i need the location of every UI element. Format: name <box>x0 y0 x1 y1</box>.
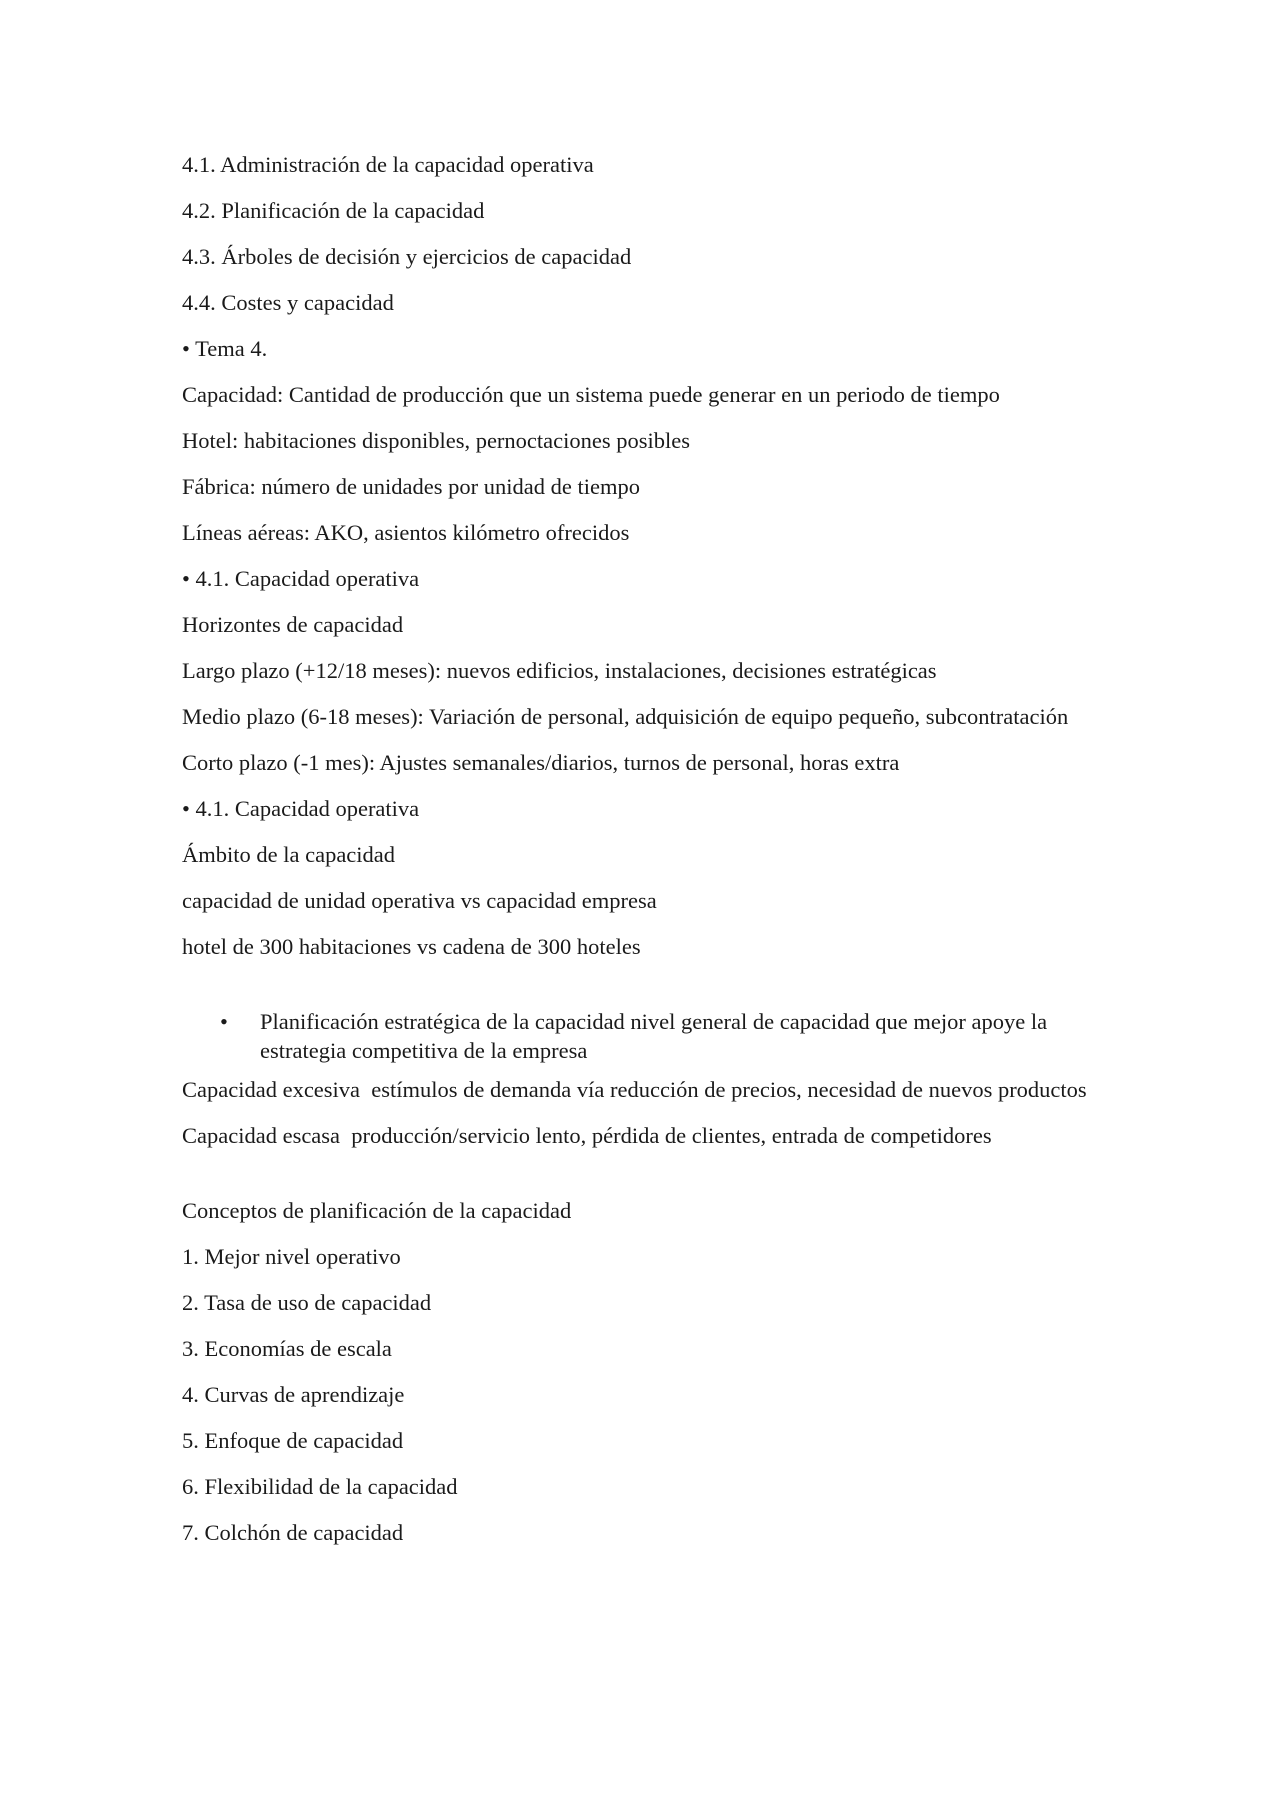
text-paragraph: Corto plazo (-1 mes): Ajustes semanales/diarios, turnos de personal, horas extra <box>182 750 900 775</box>
bullet-text: Planificación estratégica de la capacidad nivel general de capacidad que mejor apoye la estrategia competitiva de la empresa <box>260 1009 1048 1063</box>
text-paragraph: Largo plazo (+12/18 meses): nuevos edificios, instalaciones, decisiones estratégicas <box>182 658 937 683</box>
concept-item: 1. Mejor nivel operativo <box>182 1244 401 1269</box>
concept-item: 6. Flexibilidad de la capacidad <box>182 1474 458 1499</box>
toc-line-4-3: 4.3. Árboles de decisión y ejercicios de capacidad <box>182 244 632 269</box>
text-paragraph: Fábrica: número de unidades por unidad de tiempo <box>182 474 640 499</box>
bullet-marker: • <box>220 1009 228 1034</box>
concept-item: 7. Colchón de capacidad <box>182 1520 404 1545</box>
text-paragraph: Capacidad: Cantidad de producción que un sistema puede generar en un periodo de tiempo <box>182 382 1000 407</box>
text-paragraph: Líneas aéreas: AKO, asientos kilómetro ofrecidos <box>182 520 630 545</box>
blank-line <box>182 1167 1102 1196</box>
toc-line-4-1: 4.1. Administración de la capacidad operativa <box>182 152 594 177</box>
toc-line-4-4: 4.4. Costes y capacidad <box>182 290 394 315</box>
blank-line <box>182 978 1102 1007</box>
text-paragraph: Hotel: habitaciones disponibles, pernoctaciones posibles <box>182 428 691 453</box>
concept-item: 5. Enfoque de capacidad <box>182 1428 404 1453</box>
concepts-heading: Conceptos de planificación de la capacidad <box>182 1198 572 1223</box>
bullet-list <box>182 1007 1102 1065</box>
concept-item: 2. Tasa de uso de capacidad <box>182 1290 432 1315</box>
text-paragraph: Ámbito de la capacidad <box>182 842 396 867</box>
text-paragraph: Capacidad excesiva estímulos de demanda vía reducción de precios, necesidad de nuevos productos <box>182 1077 1087 1102</box>
document-page <box>182 150 1102 1564</box>
text-paragraph: hotel de 300 habitaciones vs cadena de 300 hoteles <box>182 934 641 959</box>
section-heading: • 4.1. Capacidad operativa <box>182 566 420 591</box>
concept-item: 3. Economías de escala <box>182 1336 392 1361</box>
text-paragraph: capacidad de unidad operativa vs capacidad empresa <box>182 888 657 913</box>
text-paragraph: Horizontes de capacidad <box>182 612 404 637</box>
list-item <box>182 1007 1102 1065</box>
section-heading: • Tema 4. <box>182 336 268 361</box>
toc-line-4-2: 4.2. Planificación de la capacidad <box>182 198 485 223</box>
section-heading: • 4.1. Capacidad operativa <box>182 796 420 821</box>
text-paragraph: Medio plazo (6-18 meses): Variación de personal, adquisición de equipo pequeño, subcontratación <box>182 704 1069 729</box>
concept-item: 4. Curvas de aprendizaje <box>182 1382 405 1407</box>
text-paragraph: Capacidad escasa producción/servicio lento, pérdida de clientes, entrada de competidores <box>182 1123 992 1148</box>
